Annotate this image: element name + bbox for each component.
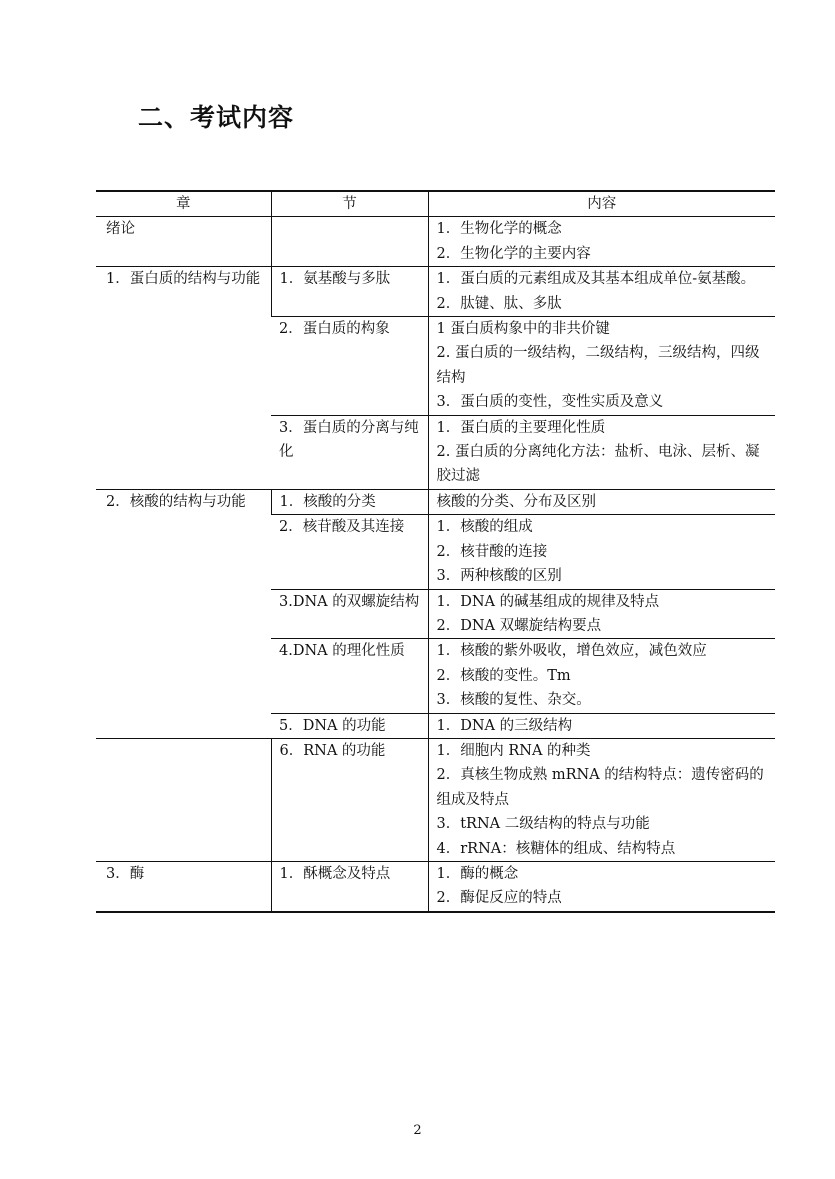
content-line: 1．DNA 的碱基组成的规律及特点 (436, 593, 660, 610)
chapter-cell: 3．酶 (96, 861, 271, 911)
header-section: 节 (271, 191, 428, 217)
content-line: 1．核酸的紫外吸收，增色效应，减色效应 (436, 643, 707, 660)
content-line: 1 蛋白质构象中的非共价键 (436, 321, 610, 338)
content-line: 2．DNA 双螺旋结构要点 (436, 617, 602, 634)
section-cell: 5．DNA 的功能 (271, 713, 428, 738)
content-line: 1．细胞内 RNA 的种类 (436, 742, 591, 759)
chapter-cell (96, 738, 271, 861)
content-line: 3．蛋白质的变性，变性实质及意义 (436, 394, 664, 411)
content-line: 3．tRNA 二级结构的特点与功能 (436, 816, 650, 833)
chapter-cell: 2．核酸的结构与功能 (96, 489, 271, 738)
content-line: 2．肽键、肽、多肽 (436, 295, 562, 312)
section-cell: 2．核苷酸及其连接 (271, 515, 428, 589)
section-cell: 3．蛋白质的分离与纯化 (271, 415, 428, 489)
table-row (96, 217, 775, 267)
section-cell: 1．酥概念及特点 (271, 861, 428, 911)
section-cell (271, 217, 428, 267)
section-cell: 3.DNA 的双螺旋结构 (271, 589, 428, 639)
content-cell (428, 489, 775, 514)
content-line: 2．核苷酸的连接 (436, 543, 548, 560)
section-cell: 4.DNA 的理化性质 (271, 639, 428, 713)
content-line: 2. 蛋白质的分离纯化方法：盐析、电泳、层析、凝胶过滤 (436, 444, 760, 485)
content-line: 1．蛋白质的主要理化性质 (436, 419, 606, 436)
content-line: 3．两种核酸的区别 (436, 568, 562, 585)
content-cell (428, 415, 775, 489)
content-cell (428, 861, 775, 911)
content-cell (428, 217, 775, 267)
content-line: 2．生物化学的主要内容 (436, 245, 591, 262)
content-line: 4．rRNA：核糖体的组成、结构特点 (436, 840, 676, 857)
table-row (96, 738, 775, 861)
exam-content-table (96, 190, 775, 913)
content-line: 3．核酸的复性、杂交。 (436, 692, 591, 709)
table-row (96, 861, 775, 911)
content-cell (428, 738, 775, 861)
section-cell: 1．核酸的分类 (271, 489, 428, 514)
content-cell (428, 317, 775, 416)
page-number: 2 (413, 1123, 422, 1138)
content-line: 1．DNA 的三级结构 (436, 717, 573, 734)
content-line: 1．蛋白质的元素组成及其基本组成单位-氨基酸。 (436, 271, 756, 288)
content-cell (428, 713, 775, 738)
content-cell (428, 589, 775, 639)
table-row (96, 489, 775, 514)
content-line: 1．生物化学的概念 (436, 221, 562, 238)
content-line: 核酸的分类、分布及区别 (436, 493, 596, 510)
content-cell (428, 515, 775, 589)
section-cell: 2．蛋白质的构象 (271, 317, 428, 416)
page-title: 二、考试内容 (138, 103, 295, 132)
content-line: 2．真核生物成熟 mRNA 的结构特点：遗传密码的组成及特点 (436, 767, 764, 808)
chapter-cell: 绪论 (96, 217, 271, 267)
table-header-row (96, 191, 775, 217)
content-cell (428, 639, 775, 713)
content-line: 1．酶的概念 (436, 865, 519, 882)
content-line: 1．核酸的组成 (436, 519, 533, 536)
section-cell: 1．氨基酸与多肽 (271, 267, 428, 317)
table-row (96, 267, 775, 317)
table-body (96, 217, 775, 912)
content-line: 2．核酸的变性。Tm (436, 667, 571, 684)
content-line: 2．酶促反应的特点 (436, 890, 562, 907)
header-chapter: 章 (96, 191, 271, 217)
section-cell: 6．RNA 的功能 (271, 738, 428, 861)
header-content: 内容 (428, 191, 775, 217)
content-cell (428, 267, 775, 317)
chapter-cell: 1．蛋白质的结构与功能 (96, 267, 271, 490)
content-line: 2. 蛋白质的一级结构，二级结构，三级结构，四级结构 (436, 345, 760, 386)
